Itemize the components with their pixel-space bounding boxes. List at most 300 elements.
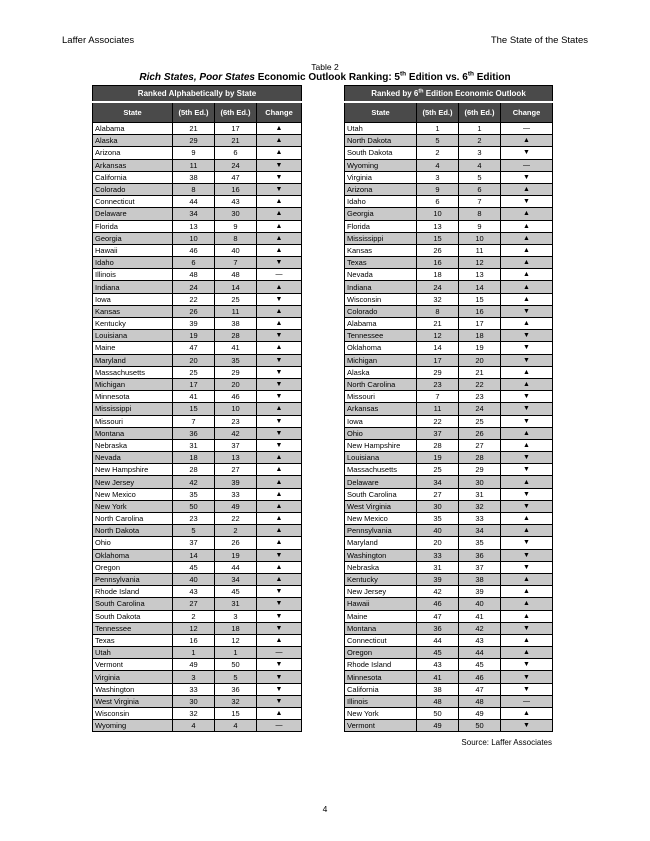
rank-6th-cell: 1 <box>215 647 257 659</box>
rank-5th-cell: 23 <box>173 513 215 525</box>
rank-6th-cell: 38 <box>215 318 257 330</box>
rank-6th-cell: 42 <box>215 427 257 439</box>
state-cell: Rhode Island <box>93 586 173 598</box>
state-cell: Tennessee <box>345 330 417 342</box>
table-row <box>345 330 553 342</box>
change-cell: — <box>257 647 302 659</box>
rank-6th-cell: 30 <box>215 208 257 220</box>
table-row <box>345 123 553 135</box>
rank-5th-cell: 49 <box>173 659 215 671</box>
table-row <box>93 500 302 512</box>
state-cell: West Virginia <box>345 500 417 512</box>
change-cell: ▲ <box>501 476 553 488</box>
rank-6th-cell: 14 <box>215 281 257 293</box>
state-cell: New Hampshire <box>345 439 417 451</box>
rank-6th-cell: 41 <box>215 342 257 354</box>
table-row <box>93 244 302 256</box>
state-cell: Idaho <box>93 257 173 269</box>
table-row <box>345 415 553 427</box>
rank-5th-cell: 45 <box>417 647 459 659</box>
rank-6th-cell: 43 <box>459 634 501 646</box>
rank-6th-cell: 24 <box>459 403 501 415</box>
change-cell: ▼ <box>257 378 302 390</box>
rank-5th-cell: 15 <box>417 232 459 244</box>
state-cell: Oklahoma <box>345 342 417 354</box>
left-col-state: State <box>93 102 173 123</box>
change-cell: ▲ <box>501 232 553 244</box>
rank-5th-cell: 26 <box>173 305 215 317</box>
state-cell: Montana <box>345 622 417 634</box>
rank-5th-cell: 14 <box>173 549 215 561</box>
state-cell: South Dakota <box>345 147 417 159</box>
state-cell: New Hampshire <box>93 464 173 476</box>
table-row <box>93 342 302 354</box>
state-cell: Michigan <box>93 378 173 390</box>
change-cell: ▼ <box>501 147 553 159</box>
state-cell: Missouri <box>93 415 173 427</box>
table-row <box>345 427 553 439</box>
table-row <box>345 476 553 488</box>
left-col-change: Change <box>257 102 302 123</box>
change-cell: ▲ <box>257 488 302 500</box>
rank-5th-cell: 3 <box>417 171 459 183</box>
rank-5th-cell: 35 <box>417 513 459 525</box>
table-row <box>345 366 553 378</box>
rank-6th-cell: 8 <box>215 232 257 244</box>
rank-6th-cell: 33 <box>215 488 257 500</box>
right-col-6th: (6th Ed.) <box>459 102 501 123</box>
rank-6th-cell: 41 <box>459 610 501 622</box>
table-row <box>93 330 302 342</box>
table-row <box>93 549 302 561</box>
change-cell: ▼ <box>501 342 553 354</box>
rank-5th-cell: 40 <box>417 525 459 537</box>
change-cell: ▲ <box>501 269 553 281</box>
rank-6th-cell: 17 <box>459 318 501 330</box>
state-cell: Oklahoma <box>93 549 173 561</box>
state-cell: Washington <box>345 549 417 561</box>
change-cell: ▼ <box>501 659 553 671</box>
title-sup-1: th <box>399 70 407 78</box>
table-row <box>345 196 553 208</box>
rank-6th-cell: 3 <box>215 610 257 622</box>
state-cell: Florida <box>345 220 417 232</box>
change-cell: ▲ <box>501 439 553 451</box>
state-cell: Maine <box>93 342 173 354</box>
running-header-right: The State of the States <box>490 35 588 46</box>
rank-5th-cell: 12 <box>417 330 459 342</box>
table-row <box>345 464 553 476</box>
rank-6th-cell: 27 <box>459 439 501 451</box>
state-cell: Pennsylvania <box>93 573 173 585</box>
state-cell: Minnesota <box>345 671 417 683</box>
rank-6th-cell: 42 <box>459 622 501 634</box>
rank-6th-cell: 35 <box>459 537 501 549</box>
rank-5th-cell: 8 <box>173 183 215 195</box>
state-cell: Maryland <box>93 354 173 366</box>
state-cell: Oregon <box>345 647 417 659</box>
rank-6th-cell: 46 <box>215 391 257 403</box>
table-row <box>345 525 553 537</box>
rank-5th-cell: 7 <box>417 391 459 403</box>
rank-6th-cell: 30 <box>459 476 501 488</box>
rank-5th-cell: 50 <box>417 708 459 720</box>
state-cell: Oregon <box>93 561 173 573</box>
change-cell: ▼ <box>257 159 302 171</box>
state-cell: Wisconsin <box>93 708 173 720</box>
table-row <box>93 464 302 476</box>
rank-6th-cell: 16 <box>459 305 501 317</box>
state-cell: Wyoming <box>345 159 417 171</box>
rank-6th-cell: 12 <box>215 634 257 646</box>
table-row <box>93 318 302 330</box>
state-cell: Georgia <box>93 232 173 244</box>
table-row <box>93 171 302 183</box>
rank-5th-cell: 32 <box>417 293 459 305</box>
table-row <box>345 208 553 220</box>
table-row <box>93 415 302 427</box>
rank-5th-cell: 27 <box>173 598 215 610</box>
state-cell: Indiana <box>93 281 173 293</box>
state-cell: Hawaii <box>345 598 417 610</box>
rank-5th-cell: 19 <box>173 330 215 342</box>
rank-6th-cell: 44 <box>215 561 257 573</box>
table-row <box>93 659 302 671</box>
rank-5th-cell: 37 <box>173 537 215 549</box>
source-note: Source: Laffer Associates <box>461 738 552 747</box>
rank-6th-cell: 20 <box>459 354 501 366</box>
rank-5th-cell: 38 <box>173 171 215 183</box>
change-cell: ▲ <box>501 427 553 439</box>
change-cell: ▲ <box>501 318 553 330</box>
change-cell: ▼ <box>257 671 302 683</box>
change-cell: ▲ <box>501 183 553 195</box>
rank-6th-cell: 39 <box>459 586 501 598</box>
rank-5th-cell: 31 <box>173 439 215 451</box>
state-cell: South Dakota <box>93 610 173 622</box>
table-row <box>93 586 302 598</box>
state-cell: New Jersey <box>345 586 417 598</box>
change-cell: ▲ <box>257 708 302 720</box>
table-row <box>345 354 553 366</box>
rank-6th-cell: 31 <box>459 488 501 500</box>
change-cell: ▲ <box>257 135 302 147</box>
table-row <box>93 196 302 208</box>
rank-5th-cell: 17 <box>173 378 215 390</box>
table-row <box>93 293 302 305</box>
rank-5th-cell: 14 <box>417 342 459 354</box>
state-cell: Arkansas <box>93 159 173 171</box>
rank-5th-cell: 11 <box>173 159 215 171</box>
state-cell: Connecticut <box>93 196 173 208</box>
table-row <box>93 147 302 159</box>
rank-5th-cell: 34 <box>173 208 215 220</box>
rank-6th-cell: 1 <box>459 123 501 135</box>
rank-5th-cell: 33 <box>173 683 215 695</box>
table-row <box>345 281 553 293</box>
rank-6th-cell: 44 <box>459 647 501 659</box>
rank-6th-cell: 32 <box>215 695 257 707</box>
table-row <box>93 281 302 293</box>
rank-6th-cell: 14 <box>459 281 501 293</box>
table-row <box>93 159 302 171</box>
change-cell: ▼ <box>501 171 553 183</box>
rank-6th-cell: 13 <box>215 452 257 464</box>
state-cell: Virginia <box>345 171 417 183</box>
table-row <box>345 659 553 671</box>
left-group-title: Ranked Alphabetically by State <box>93 86 302 103</box>
state-cell: Nebraska <box>93 439 173 451</box>
change-cell: ▼ <box>501 622 553 634</box>
change-cell: ▼ <box>501 391 553 403</box>
table-row <box>93 403 302 415</box>
title-sup-2: th <box>467 70 474 78</box>
table-row <box>93 708 302 720</box>
rank-5th-cell: 46 <box>417 598 459 610</box>
rank-6th-cell: 11 <box>215 305 257 317</box>
table-row <box>345 135 553 147</box>
rank-5th-cell: 36 <box>417 622 459 634</box>
running-header-left: Laffer Associates <box>62 35 135 46</box>
change-cell: ▼ <box>501 500 553 512</box>
rank-5th-cell: 6 <box>417 196 459 208</box>
rank-6th-cell: 37 <box>215 439 257 451</box>
rank-5th-cell: 46 <box>173 244 215 256</box>
table-row <box>345 403 553 415</box>
rank-6th-cell: 26 <box>215 537 257 549</box>
rank-6th-cell: 7 <box>459 196 501 208</box>
rank-5th-cell: 8 <box>417 305 459 317</box>
rank-6th-cell: 48 <box>215 269 257 281</box>
state-cell: Kansas <box>93 305 173 317</box>
state-cell: Nevada <box>93 452 173 464</box>
change-cell: ▲ <box>257 305 302 317</box>
table-title <box>0 72 650 83</box>
rank-5th-cell: 45 <box>173 561 215 573</box>
table-row <box>93 135 302 147</box>
table-row <box>93 720 302 732</box>
rank-6th-cell: 22 <box>459 378 501 390</box>
rank-5th-cell: 2 <box>173 610 215 622</box>
rank-6th-cell: 50 <box>215 659 257 671</box>
rank-6th-cell: 45 <box>215 586 257 598</box>
rank-6th-cell: 33 <box>459 513 501 525</box>
rank-6th-cell: 48 <box>459 695 501 707</box>
rank-6th-cell: 28 <box>215 330 257 342</box>
rank-6th-cell: 6 <box>459 183 501 195</box>
table-row <box>345 269 553 281</box>
state-cell: Nebraska <box>345 561 417 573</box>
change-cell: — <box>257 269 302 281</box>
table-row <box>345 391 553 403</box>
rank-5th-cell: 39 <box>173 318 215 330</box>
rank-6th-cell: 25 <box>215 293 257 305</box>
state-cell: Michigan <box>345 354 417 366</box>
change-cell: ▼ <box>257 695 302 707</box>
state-cell: Vermont <box>93 659 173 671</box>
rank-6th-cell: 28 <box>459 452 501 464</box>
table-row <box>93 561 302 573</box>
table-row <box>345 671 553 683</box>
change-cell: ▼ <box>257 610 302 622</box>
rank-6th-cell: 47 <box>215 171 257 183</box>
state-cell: West Virginia <box>93 695 173 707</box>
state-cell: Hawaii <box>93 244 173 256</box>
change-cell: ▼ <box>257 391 302 403</box>
table-row <box>345 573 553 585</box>
state-cell: Colorado <box>93 183 173 195</box>
state-cell: Georgia <box>345 208 417 220</box>
change-cell: ▼ <box>501 415 553 427</box>
change-cell: ▼ <box>501 720 553 732</box>
change-cell: ▼ <box>501 403 553 415</box>
state-cell: New York <box>93 500 173 512</box>
change-cell: ▲ <box>257 500 302 512</box>
rank-5th-cell: 24 <box>173 281 215 293</box>
table-row <box>93 232 302 244</box>
state-cell: North Carolina <box>93 513 173 525</box>
right-col-5th: (5th Ed.) <box>417 102 459 123</box>
table-row <box>345 318 553 330</box>
rank-5th-cell: 3 <box>173 671 215 683</box>
table-row <box>93 671 302 683</box>
rank-6th-cell: 10 <box>215 403 257 415</box>
rank-5th-cell: 48 <box>173 269 215 281</box>
state-cell: New Mexico <box>345 513 417 525</box>
rank-5th-cell: 42 <box>417 586 459 598</box>
rank-6th-cell: 11 <box>459 244 501 256</box>
change-cell: ▲ <box>257 464 302 476</box>
right-group-title-post: Edition Economic Outlook <box>423 89 526 98</box>
table-row <box>345 549 553 561</box>
left-col-6th: (6th Ed.) <box>215 102 257 123</box>
change-cell: ▼ <box>257 293 302 305</box>
state-cell: Wyoming <box>93 720 173 732</box>
rank-6th-cell: 21 <box>215 135 257 147</box>
state-cell: Mississippi <box>93 403 173 415</box>
rank-5th-cell: 50 <box>173 500 215 512</box>
change-cell: ▲ <box>501 586 553 598</box>
rank-5th-cell: 10 <box>417 208 459 220</box>
rank-5th-cell: 32 <box>173 708 215 720</box>
state-cell: Massachusetts <box>345 464 417 476</box>
change-cell: ▼ <box>501 561 553 573</box>
state-cell: California <box>345 683 417 695</box>
rank-5th-cell: 44 <box>417 634 459 646</box>
rank-6th-cell: 15 <box>459 293 501 305</box>
change-cell: ▼ <box>257 257 302 269</box>
rank-5th-cell: 1 <box>173 647 215 659</box>
rank-6th-cell: 24 <box>215 159 257 171</box>
table-row <box>93 439 302 451</box>
rank-6th-cell: 36 <box>215 683 257 695</box>
change-cell: ▲ <box>257 561 302 573</box>
change-cell: ▼ <box>501 671 553 683</box>
right-group-title-pre: Ranked by 6 <box>371 89 419 98</box>
table-row <box>345 342 553 354</box>
rank-5th-cell: 9 <box>173 147 215 159</box>
change-cell: — <box>501 159 553 171</box>
rank-6th-cell: 29 <box>215 366 257 378</box>
state-cell: Tennessee <box>93 622 173 634</box>
rank-6th-cell: 43 <box>215 196 257 208</box>
state-cell: Louisiana <box>345 452 417 464</box>
rank-5th-cell: 7 <box>173 415 215 427</box>
change-cell: ▲ <box>501 610 553 622</box>
table-row <box>93 476 302 488</box>
rank-5th-cell: 9 <box>417 183 459 195</box>
rank-6th-cell: 2 <box>215 525 257 537</box>
change-cell: ▲ <box>501 525 553 537</box>
change-cell: ▲ <box>257 342 302 354</box>
table-row <box>93 378 302 390</box>
rank-5th-cell: 34 <box>417 476 459 488</box>
rank-5th-cell: 16 <box>417 257 459 269</box>
rank-5th-cell: 30 <box>173 695 215 707</box>
rank-5th-cell: 2 <box>417 147 459 159</box>
rank-5th-cell: 13 <box>173 220 215 232</box>
change-cell: ▲ <box>501 366 553 378</box>
rank-5th-cell: 40 <box>173 573 215 585</box>
change-cell: ▲ <box>501 378 553 390</box>
rank-6th-cell: 38 <box>459 573 501 585</box>
state-cell: Arizona <box>345 183 417 195</box>
rank-5th-cell: 17 <box>417 354 459 366</box>
rank-6th-cell: 27 <box>215 464 257 476</box>
rank-6th-cell: 40 <box>215 244 257 256</box>
alphabetical-ranking-table <box>92 85 302 732</box>
change-cell: ▼ <box>501 464 553 476</box>
change-cell: ▲ <box>501 634 553 646</box>
rank-5th-cell: 25 <box>417 464 459 476</box>
table-row <box>93 513 302 525</box>
state-cell: Texas <box>345 257 417 269</box>
rank-6th-cell: 22 <box>215 513 257 525</box>
rank-5th-cell: 38 <box>417 683 459 695</box>
state-cell: Alaska <box>345 366 417 378</box>
table-row <box>345 683 553 695</box>
rank-6th-cell: 21 <box>459 366 501 378</box>
change-cell: ▲ <box>501 244 553 256</box>
rank-6th-cell: 36 <box>459 549 501 561</box>
table-row <box>93 598 302 610</box>
rank-6th-cell: 3 <box>459 147 501 159</box>
rank-5th-cell: 5 <box>173 525 215 537</box>
change-cell: ▲ <box>501 257 553 269</box>
state-cell: Florida <box>93 220 173 232</box>
rank-5th-cell: 13 <box>417 220 459 232</box>
table-row <box>345 159 553 171</box>
change-cell: ▲ <box>257 232 302 244</box>
rank-5th-cell: 42 <box>173 476 215 488</box>
rank-6th-cell: 12 <box>459 257 501 269</box>
state-cell: Ohio <box>93 537 173 549</box>
rank-6th-cell: 26 <box>459 427 501 439</box>
change-cell: ▲ <box>257 147 302 159</box>
rank-6th-cell: 19 <box>459 342 501 354</box>
title-italic: Rich States, Poor States <box>139 72 255 83</box>
rank-5th-cell: 21 <box>417 318 459 330</box>
rank-5th-cell: 39 <box>417 573 459 585</box>
rank-6th-cell: 4 <box>215 720 257 732</box>
table-row <box>345 513 553 525</box>
table-row <box>93 610 302 622</box>
table-row <box>93 622 302 634</box>
right-table-body <box>345 123 553 732</box>
table-row <box>93 537 302 549</box>
table-row <box>345 171 553 183</box>
state-cell: Delaware <box>93 208 173 220</box>
